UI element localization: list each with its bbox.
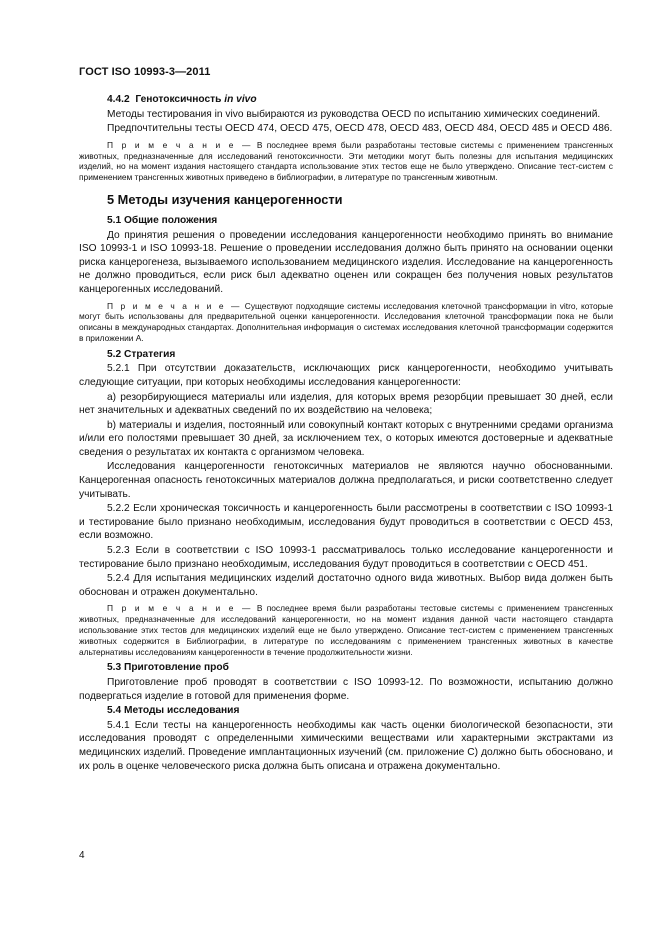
section-5-2-heading: 5.2 Стратегия (107, 348, 176, 360)
section-5-heading: 5 Методы изучения канцерогенности (107, 191, 343, 207)
paragraph: Предпочтительны тесты OECD 474, OECD 475, OECD 478, OECD 483, OECD 484, OECD 485 и OECD 486. (107, 123, 613, 135)
paragraph: Исследования канцерогенности генотоксичных материалов не являются научно обоснованными. Канцерогенная опасность генотоксичных материалов должна предполагаться, и риски соответственно следует учитывать. (79, 461, 613, 500)
page-number: 4 (79, 850, 85, 861)
note (79, 603, 613, 657)
note-text: Существуют подходящие системы исследования клеточной трансформации in vitro, которые могут быть использованы для предварительной оценки канцерогенности. Исследования клеточной трансформации пока не были описаны в международных стандартах. Дополнительная информация о системах исследования клеточной трансформации содержится в приложении А. (79, 300, 613, 343)
note (79, 140, 613, 183)
section-title-italic: in vivo (224, 94, 257, 105)
note-text: В последнее время были разработаны тестовые системы с применением трансгенных животных, предназначенные для исследований канцерогенности, но на момент издания данной части настоящего стандарта использование этих тестов для медицинских изделий еще не было утверждено. Описание тест-систем с применением трансгенных животных содержится в Библиографии, в литературе по исследованиям с применением трансгенных животных в качестве альтернативы исследованиям канцерогенности в течение продолжительности жизни. (79, 603, 613, 657)
paragraph: Методы тестирования in vivo выбираются из руководства OECD по испытанию химических соединений. (107, 108, 601, 120)
list-item: а) резорбирующиеся материалы или изделия, для которых время резорбции превышает 30 дней, если нет значительных и адекватных сведений по их воздействию на человека; (79, 391, 613, 417)
paragraph: До принятия решения о проведении исследования канцерогенности необходимо принять во внимание ISO 10993-1 и ISO 10993-18. Решение о проведении исследования должно быть принято на основании оценки риска канцерогенеза, вызываемого использованием медицинского изделия. Исследование на канцерогенность не должно проводиться, если риск был адекватно оценен или сокращен без получения новых результатов канцерогенных исследований. (79, 229, 613, 295)
section-5-1-heading: 5.1 Общие положения (107, 214, 218, 226)
document-header: ГОСТ ISO 10993-3—2011 (79, 66, 211, 78)
note-label: П р и м е ч а н и е — (107, 139, 253, 150)
paragraph: Приготовление проб проводят в соответствии с ISO 10993-12. По возможности, испытанию должно подвергаться изделие в готовой для применения форме. (79, 676, 613, 702)
note (79, 301, 613, 344)
paragraph: 5.2.1 При отсутствии доказательств, исключающих риск канцерогенности, необходимо учитывать следующие ситуации, при которых необходимы исследования канцерогенности: (79, 363, 613, 388)
note-label: П р и м е ч а н и е — (107, 603, 253, 614)
section-number: 4.4.2 (107, 94, 130, 105)
section-title: Генотоксичность (135, 94, 222, 105)
section-5-4-heading: 5.4 Методы исследования (107, 705, 240, 717)
paragraph: 5.2.4 Для испытания медицинских изделий достаточно одного вида животных. Выбор вида должен быть обоснован и отражен документально. (79, 573, 613, 598)
paragraph: 5.4.1 Если тесты на канцерогенность необходимы как часть оценки биологической безопасности, эти исследования проводят с определенными химическими веществами или характерными экстрактами из медицинских изделий. Проведение имплантационных изучений (см. приложение С) должно быть обосновано, и их роль в оценке человеческого риска должна быть описана и отражена документально. (79, 719, 613, 772)
paragraph: 5.2.3 Если в соответствии с ISO 10993-1 рассматривалось только исследование канцерогенности и тестирование было признано необходимым, исследования будут проводиться в соответствии с OECD 451. (79, 545, 613, 570)
note-text: В последнее время были разработаны тестовые системы с применением трансгенных животных, предназначенные для исследований генотоксичности. Эти методики могут быть полезны для испытания медицинских изделий, но на момент издания настоящего стандарта использование этих тестов еще не было утверждено. Описание тест-систем с применением трансгенных животных приведено в библиографии, в литературе по трансгенным животным. (79, 139, 613, 183)
page-content (79, 92, 613, 774)
list-item: b) материалы и изделия, постоянный или совокупный контакт которых с внутренними средами организма и/или его полостями превышает 30 дней, за исключением тех, о которых имеются достоверные и адекватные сведения о результатах их контакта с организмом человека. (79, 419, 613, 458)
paragraph: 5.2.2 Если хроническая токсичность и канцерогенность были рассмотрены в соответствии с ISO 10993-1 и тестирование было признано необходимым, исследования будут проводиться в соответствии с OECD 453, если возможно. (79, 503, 613, 542)
section-5-3-heading: 5.3 Приготовление проб (107, 662, 229, 674)
section-4-4-2-heading (79, 93, 613, 107)
note-label: П р и м е ч а н и е — (107, 300, 242, 311)
